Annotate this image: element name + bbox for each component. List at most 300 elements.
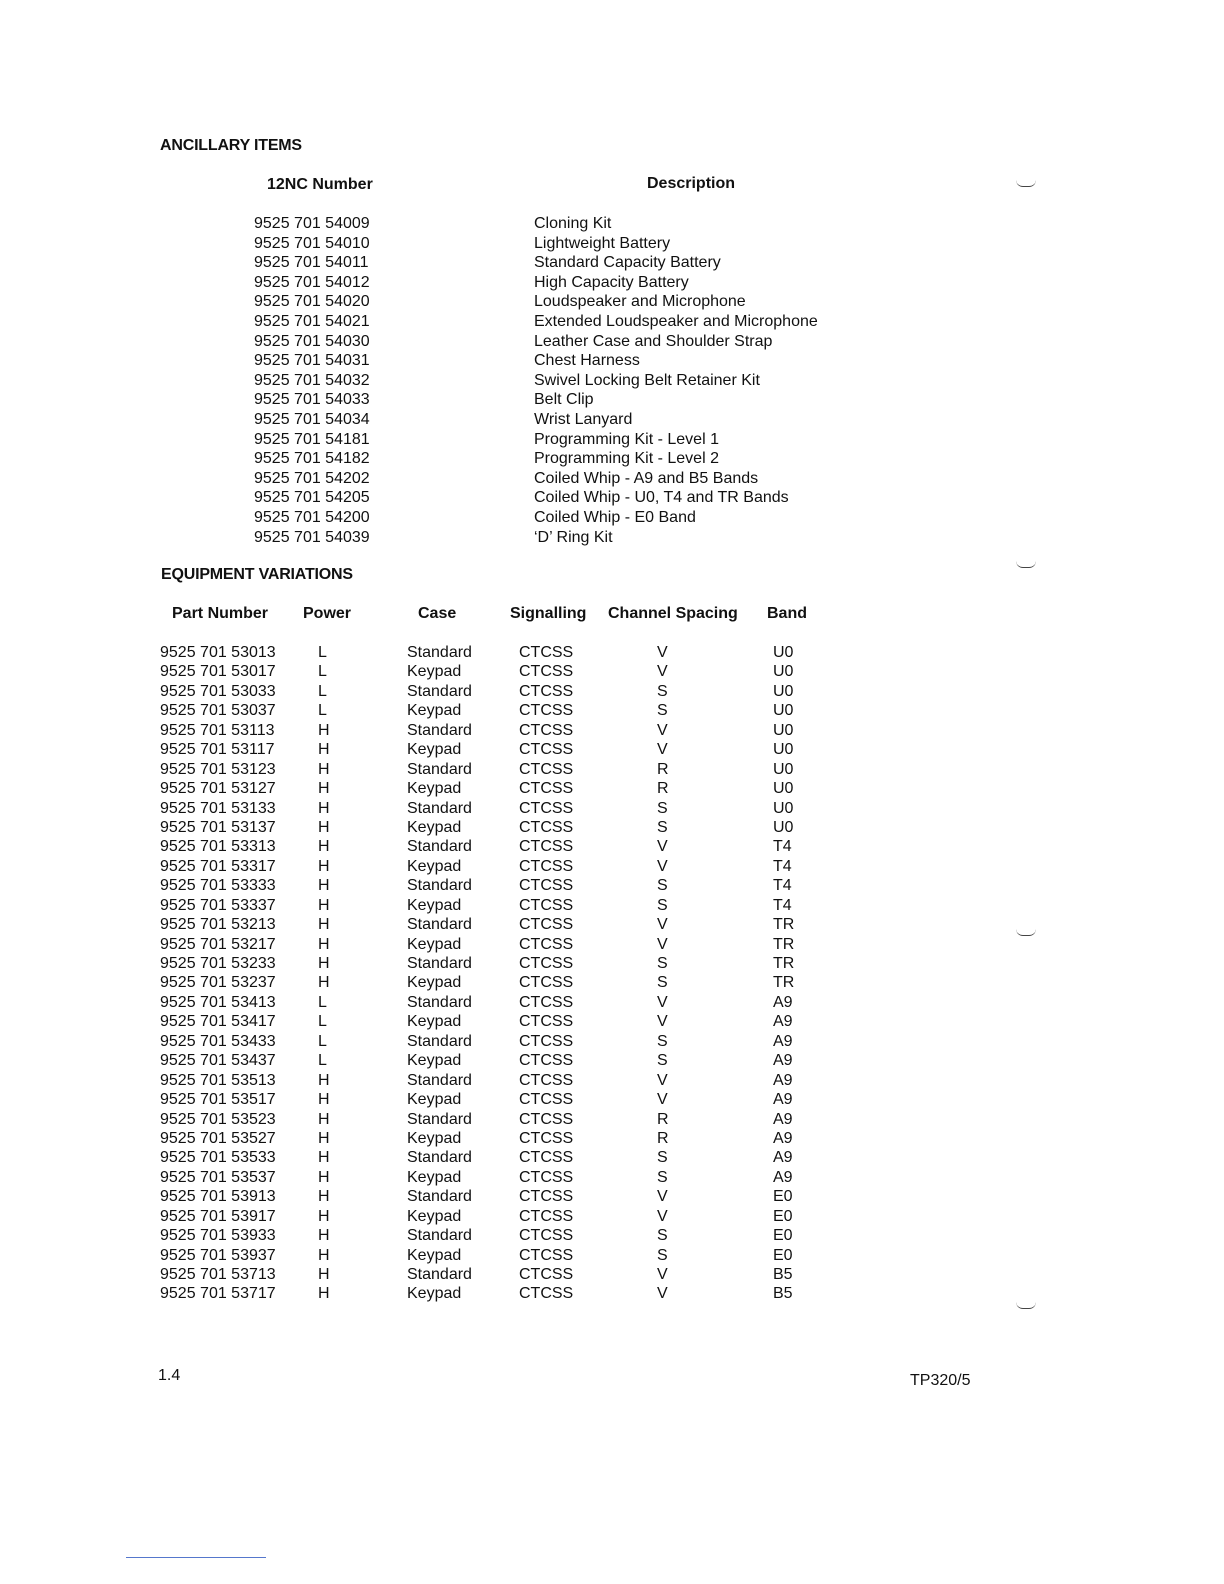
case-cell: Standard (407, 721, 472, 739)
table-row (0, 1265, 1224, 1284)
signalling-cell: CTCSS (519, 974, 574, 992)
case-cell: Standard (407, 1149, 472, 1167)
table-row (0, 1012, 1224, 1031)
table-row (0, 1187, 1224, 1206)
ancillary-item-description: Programming Kit - Level 1 (534, 430, 719, 448)
case-cell: Standard (407, 993, 472, 1011)
part-number-cell: 9525 701 53127 (160, 780, 276, 798)
signalling-cell: CTCSS (519, 1246, 574, 1264)
part-number-cell: 9525 701 53537 (160, 1168, 276, 1186)
case-cell: Standard (407, 916, 472, 934)
signalling-cell: CTCSS (519, 916, 574, 934)
channel-spacing-cell: R (657, 1129, 669, 1147)
ancillary-item-description: Wrist Lanyard (534, 410, 633, 428)
part-number-cell: 9525 701 53523 (160, 1110, 276, 1128)
signalling-cell: CTCSS (519, 721, 574, 739)
signalling-cell: CTCSS (519, 857, 574, 875)
channel-spacing-cell: S (657, 896, 668, 914)
signalling-cell: CTCSS (519, 818, 574, 836)
ancillary-item-description: Belt Clip (534, 391, 594, 409)
band-cell: T4 (773, 896, 792, 914)
table-row (0, 760, 1224, 779)
power-cell: L (318, 1032, 327, 1050)
table-row (0, 1284, 1224, 1303)
channel-spacing-cell: S (657, 1149, 668, 1167)
power-cell: H (318, 1285, 330, 1303)
part-number-cell: 9525 701 53317 (160, 857, 276, 875)
signalling-cell: CTCSS (519, 1285, 574, 1303)
signalling-cell: CTCSS (519, 1091, 574, 1109)
table-row (0, 993, 1224, 1012)
ancillary-item (0, 253, 1224, 273)
ancillary-item (0, 528, 1224, 548)
ancillary-item (0, 430, 1224, 450)
equipment-heading: EQUIPMENT VARIATIONS (161, 566, 353, 583)
band-cell: T4 (773, 838, 792, 856)
power-cell: H (318, 818, 330, 836)
power-cell: H (318, 1168, 330, 1186)
ancillary-item-description: Leather Case and Shoulder Strap (534, 332, 773, 350)
channel-spacing-cell: V (657, 838, 668, 856)
power-cell: L (318, 1052, 327, 1070)
case-cell: Standard (407, 760, 472, 778)
band-cell: U0 (773, 799, 794, 817)
table-row (0, 1129, 1224, 1148)
ancillary-item-description: Coiled Whip - U0, T4 and TR Bands (534, 489, 789, 507)
band-cell: U0 (773, 702, 794, 720)
ancillary-item-description: Cloning Kit (534, 215, 612, 232)
ancillary-item (0, 234, 1224, 254)
signalling-cell: CTCSS (519, 1207, 574, 1225)
band-cell: U0 (773, 780, 794, 798)
ancillary-item-description: High Capacity Battery (534, 273, 689, 291)
channel-spacing-cell: R (657, 1110, 669, 1128)
ancillary-item (0, 292, 1224, 312)
ancillary-item (0, 488, 1224, 508)
ancillary-item (0, 508, 1224, 528)
table-row (0, 954, 1224, 973)
case-cell: Standard (407, 1188, 472, 1206)
case-cell: Keypad (407, 663, 462, 681)
table-row (0, 1207, 1224, 1226)
table-row (0, 876, 1224, 895)
ancillary-item-description: Coiled Whip - E0 Band (534, 508, 696, 526)
col-header-description: Description (647, 175, 736, 192)
signalling-cell: CTCSS (519, 1013, 574, 1031)
table-row (0, 643, 1224, 662)
case-cell: Keypad (407, 857, 462, 875)
power-cell: H (318, 721, 330, 739)
band-cell: TR (773, 974, 795, 992)
ancillary-item-number: 9525 701 54032 (254, 371, 370, 389)
col-header-channel-spacing: Channel Spacing (608, 605, 738, 622)
signalling-cell: CTCSS (519, 1052, 574, 1070)
power-cell: L (318, 682, 327, 700)
channel-spacing-cell: S (657, 702, 668, 720)
ancillary-item-number: 9525 701 54033 (254, 391, 370, 409)
band-cell: B5 (773, 1285, 793, 1303)
ancillary-item-description: ‘D’ Ring Kit (534, 528, 613, 546)
band-cell: T4 (773, 877, 792, 895)
part-number-cell: 9525 701 53333 (160, 877, 276, 895)
part-number-cell: 9525 701 53517 (160, 1091, 276, 1109)
col-header-power: Power (303, 605, 352, 622)
ancillary-list (0, 214, 1224, 547)
case-cell: Standard (407, 682, 472, 700)
ancillary-item-number: 9525 701 54012 (254, 273, 370, 291)
signalling-cell: CTCSS (519, 760, 574, 778)
channel-spacing-cell: V (657, 1285, 668, 1303)
table-row (0, 973, 1224, 992)
power-cell: H (318, 1091, 330, 1109)
ancillary-item-number: 9525 701 54205 (254, 489, 370, 507)
case-cell: Standard (407, 799, 472, 817)
table-row (0, 1246, 1224, 1265)
part-number-cell: 9525 701 53133 (160, 799, 276, 817)
ancillary-item (0, 273, 1224, 293)
ancillary-item (0, 351, 1224, 371)
channel-spacing-cell: R (657, 780, 669, 798)
table-row (0, 818, 1224, 837)
case-cell: Keypad (407, 1168, 462, 1186)
channel-spacing-cell: S (657, 682, 668, 700)
power-cell: H (318, 780, 330, 798)
scan-edge-line (126, 1557, 266, 1558)
channel-spacing-cell: S (657, 1168, 668, 1186)
part-number-cell: 9525 701 53437 (160, 1052, 276, 1070)
channel-spacing-cell: S (657, 877, 668, 895)
channel-spacing-cell: V (657, 741, 668, 759)
band-cell: E0 (773, 1246, 793, 1264)
part-number-cell: 9525 701 53717 (160, 1285, 276, 1303)
power-cell: H (318, 760, 330, 778)
equipment-table (0, 643, 1224, 1304)
ancillary-item-number: 9525 701 54030 (254, 332, 370, 350)
channel-spacing-cell: S (657, 818, 668, 836)
channel-spacing-cell: V (657, 857, 668, 875)
case-cell: Keypad (407, 1129, 462, 1147)
band-cell: A9 (773, 993, 793, 1011)
power-cell: H (318, 974, 330, 992)
band-cell: U0 (773, 682, 794, 700)
table-row (0, 896, 1224, 915)
case-cell: Keypad (407, 1285, 462, 1303)
power-cell: H (318, 1246, 330, 1264)
case-cell: Keypad (407, 818, 462, 836)
ancillary-item-number: 9525 701 54021 (254, 312, 370, 330)
signalling-cell: CTCSS (519, 663, 574, 681)
channel-spacing-cell: S (657, 799, 668, 817)
table-row (0, 857, 1224, 876)
case-cell: Keypad (407, 702, 462, 720)
signalling-cell: CTCSS (519, 1266, 574, 1283)
channel-spacing-cell: V (657, 663, 668, 681)
power-cell: H (318, 896, 330, 914)
ancillary-item (0, 390, 1224, 410)
table-row (0, 837, 1224, 856)
ancillary-item (0, 469, 1224, 489)
signalling-cell: CTCSS (519, 896, 574, 914)
power-cell: H (318, 1227, 330, 1245)
band-cell: B5 (773, 1266, 793, 1283)
case-cell: Standard (407, 1266, 472, 1283)
part-number-cell: 9525 701 53937 (160, 1246, 276, 1264)
signalling-cell: CTCSS (519, 955, 574, 972)
part-number-cell: 9525 701 53337 (160, 896, 276, 914)
part-number-cell: 9525 701 53533 (160, 1149, 276, 1167)
page-number: 1.4 (158, 1367, 181, 1384)
part-number-cell: 9525 701 53117 (160, 741, 275, 759)
ancillary-item-number: 9525 701 54034 (254, 410, 370, 428)
band-cell: U0 (773, 644, 794, 661)
part-number-cell: 9525 701 53113 (160, 721, 275, 739)
ancillary-item-number: 9525 701 54011 (254, 254, 369, 272)
channel-spacing-cell: V (657, 1188, 668, 1206)
ancillary-item-number: 9525 701 54031 (254, 352, 370, 370)
ancillary-item-description: Extended Loudspeaker and Microphone (534, 312, 818, 330)
power-cell: L (318, 644, 327, 661)
case-cell: Keypad (407, 1013, 462, 1031)
case-cell: Standard (407, 1071, 472, 1089)
channel-spacing-cell: V (657, 1013, 668, 1031)
ancillary-item (0, 371, 1224, 391)
signalling-cell: CTCSS (519, 644, 574, 661)
signalling-cell: CTCSS (519, 741, 574, 759)
power-cell: H (318, 877, 330, 895)
part-number-cell: 9525 701 53137 (160, 818, 276, 836)
ancillary-item-number: 9525 701 54202 (254, 469, 370, 487)
signalling-cell: CTCSS (519, 935, 574, 953)
channel-spacing-cell: S (657, 974, 668, 992)
case-cell: Keypad (407, 974, 462, 992)
case-cell: Standard (407, 955, 472, 972)
channel-spacing-cell: V (657, 916, 668, 934)
part-number-cell: 9525 701 53917 (160, 1207, 276, 1225)
table-row (0, 1148, 1224, 1167)
case-cell: Keypad (407, 1052, 462, 1070)
channel-spacing-cell: V (657, 993, 668, 1011)
channel-spacing-cell: S (657, 1227, 668, 1245)
channel-spacing-cell: S (657, 1032, 668, 1050)
part-number-cell: 9525 701 53017 (160, 663, 276, 681)
table-row (0, 915, 1224, 934)
channel-spacing-cell: V (657, 721, 668, 739)
part-number-cell: 9525 701 53417 (160, 1013, 276, 1031)
case-cell: Standard (407, 1110, 472, 1128)
signalling-cell: CTCSS (519, 1188, 574, 1206)
power-cell: H (318, 935, 330, 953)
band-cell: A9 (773, 1071, 793, 1089)
power-cell: L (318, 663, 327, 681)
signalling-cell: CTCSS (519, 1129, 574, 1147)
signalling-cell: CTCSS (519, 877, 574, 895)
table-row (0, 1110, 1224, 1129)
power-cell: H (318, 799, 330, 817)
table-row (0, 935, 1224, 954)
channel-spacing-cell: V (657, 1207, 668, 1225)
part-number-cell: 9525 701 53433 (160, 1032, 276, 1050)
part-number-cell: 9525 701 53513 (160, 1071, 276, 1089)
part-number-cell: 9525 701 53123 (160, 760, 276, 778)
part-number-cell: 9525 701 53217 (160, 935, 276, 953)
signalling-cell: CTCSS (519, 993, 574, 1011)
table-row (0, 721, 1224, 740)
band-cell: A9 (773, 1110, 793, 1128)
ancillary-item (0, 332, 1224, 352)
part-number-cell: 9525 701 53913 (160, 1188, 276, 1206)
signalling-cell: CTCSS (519, 780, 574, 798)
case-cell: Keypad (407, 741, 462, 759)
ancillary-item (0, 449, 1224, 469)
channel-spacing-cell: V (657, 1071, 668, 1089)
part-number-cell: 9525 701 53233 (160, 955, 276, 972)
band-cell: A9 (773, 1032, 793, 1050)
part-number-cell: 9525 701 53313 (160, 838, 276, 856)
power-cell: H (318, 838, 330, 856)
power-cell: H (318, 1129, 330, 1147)
band-cell: E0 (773, 1227, 793, 1245)
power-cell: H (318, 1149, 330, 1167)
signalling-cell: CTCSS (519, 838, 574, 856)
col-header-signalling: Signalling (510, 605, 587, 622)
part-number-cell: 9525 701 53933 (160, 1227, 276, 1245)
band-cell: U0 (773, 818, 794, 836)
col-header-band: Band (767, 605, 807, 622)
signalling-cell: CTCSS (519, 1110, 574, 1128)
ancillary-item-number: 9525 701 54009 (254, 215, 370, 232)
ancillary-item-number: 9525 701 54020 (254, 293, 370, 311)
signalling-cell: CTCSS (519, 702, 574, 720)
power-cell: H (318, 1071, 330, 1089)
margin-mark (1016, 561, 1036, 568)
signalling-cell: CTCSS (519, 799, 574, 817)
signalling-cell: CTCSS (519, 1168, 574, 1186)
band-cell: A9 (773, 1168, 793, 1186)
channel-spacing-cell: V (657, 644, 668, 661)
ancillary-item-number: 9525 701 54039 (254, 528, 370, 546)
band-cell: U0 (773, 741, 794, 759)
case-cell: Keypad (407, 780, 462, 798)
ancillary-item (0, 410, 1224, 430)
band-cell: A9 (773, 1149, 793, 1167)
case-cell: Standard (407, 1032, 472, 1050)
band-cell: TR (773, 916, 795, 934)
band-cell: E0 (773, 1207, 793, 1225)
signalling-cell: CTCSS (519, 1071, 574, 1089)
document-code: TP320/5 (910, 1372, 971, 1389)
power-cell: L (318, 993, 327, 1011)
case-cell: Standard (407, 644, 472, 661)
table-row (0, 682, 1224, 701)
signalling-cell: CTCSS (519, 1032, 574, 1050)
case-cell: Standard (407, 877, 472, 895)
margin-mark (1016, 1302, 1036, 1309)
band-cell: TR (773, 955, 795, 972)
ancillary-item (0, 312, 1224, 332)
channel-spacing-cell: S (657, 1052, 668, 1070)
power-cell: H (318, 1266, 330, 1283)
power-cell: L (318, 702, 327, 720)
ancillary-item-description: Standard Capacity Battery (534, 254, 721, 272)
col-header-case: Case (418, 605, 457, 622)
table-row (0, 1032, 1224, 1051)
case-cell: Standard (407, 1227, 472, 1245)
case-cell: Keypad (407, 1246, 462, 1264)
band-cell: A9 (773, 1129, 793, 1147)
ancillary-item-number: 9525 701 54182 (254, 450, 370, 468)
power-cell: H (318, 1188, 330, 1206)
table-row (0, 1051, 1224, 1070)
channel-spacing-cell: S (657, 955, 668, 972)
channel-spacing-cell: V (657, 1266, 668, 1283)
power-cell: H (318, 1110, 330, 1128)
table-row (0, 1226, 1224, 1245)
ancillary-item-description: Loudspeaker and Microphone (534, 293, 746, 311)
case-cell: Keypad (407, 935, 462, 953)
ancillary-item-description: Programming Kit - Level 2 (534, 450, 719, 468)
table-row (0, 1090, 1224, 1109)
part-number-cell: 9525 701 53037 (160, 702, 276, 720)
ancillary-item-number: 9525 701 54010 (254, 234, 370, 252)
band-cell: U0 (773, 663, 794, 681)
power-cell: H (318, 741, 330, 759)
table-row (0, 662, 1224, 681)
col-header-12nc-number: 12NC Number (267, 176, 373, 193)
part-number-cell: 9525 701 53527 (160, 1129, 276, 1147)
ancillary-item (0, 214, 1224, 234)
table-row (0, 740, 1224, 759)
col-header-part-number: Part Number (172, 605, 269, 622)
band-cell: TR (773, 935, 795, 953)
ancillary-item-number: 9525 701 54181 (254, 430, 370, 448)
table-row (0, 701, 1224, 720)
margin-mark (1016, 180, 1036, 187)
power-cell: H (318, 916, 330, 934)
table-row (0, 799, 1224, 818)
channel-spacing-cell: R (657, 760, 669, 778)
power-cell: H (318, 857, 330, 875)
part-number-cell: 9525 701 53213 (160, 916, 276, 934)
channel-spacing-cell: V (657, 1091, 668, 1109)
signalling-cell: CTCSS (519, 1227, 574, 1245)
band-cell: A9 (773, 1091, 793, 1109)
ancillary-item-description: Chest Harness (534, 352, 640, 370)
power-cell: L (318, 1013, 327, 1031)
ancillary-item-number: 9525 701 54200 (254, 508, 370, 526)
band-cell: A9 (773, 1052, 793, 1070)
band-cell: U0 (773, 721, 794, 739)
case-cell: Keypad (407, 1091, 462, 1109)
signalling-cell: CTCSS (519, 682, 574, 700)
power-cell: H (318, 1207, 330, 1225)
case-cell: Keypad (407, 896, 462, 914)
band-cell: A9 (773, 1013, 793, 1031)
ancillary-heading: ANCILLARY ITEMS (160, 137, 302, 154)
part-number-cell: 9525 701 53237 (160, 974, 276, 992)
channel-spacing-cell: S (657, 1246, 668, 1264)
ancillary-item-description: Swivel Locking Belt Retainer Kit (534, 371, 760, 389)
channel-spacing-cell: V (657, 935, 668, 953)
part-number-cell: 9525 701 53033 (160, 682, 276, 700)
power-cell: H (318, 955, 330, 972)
ancillary-item-description: Coiled Whip - A9 and B5 Bands (534, 469, 759, 487)
signalling-cell: CTCSS (519, 1149, 574, 1167)
band-cell: T4 (773, 857, 792, 875)
band-cell: E0 (773, 1188, 793, 1206)
case-cell: Standard (407, 838, 472, 856)
part-number-cell: 9525 701 53413 (160, 993, 276, 1011)
ancillary-item-description: Lightweight Battery (534, 234, 671, 252)
